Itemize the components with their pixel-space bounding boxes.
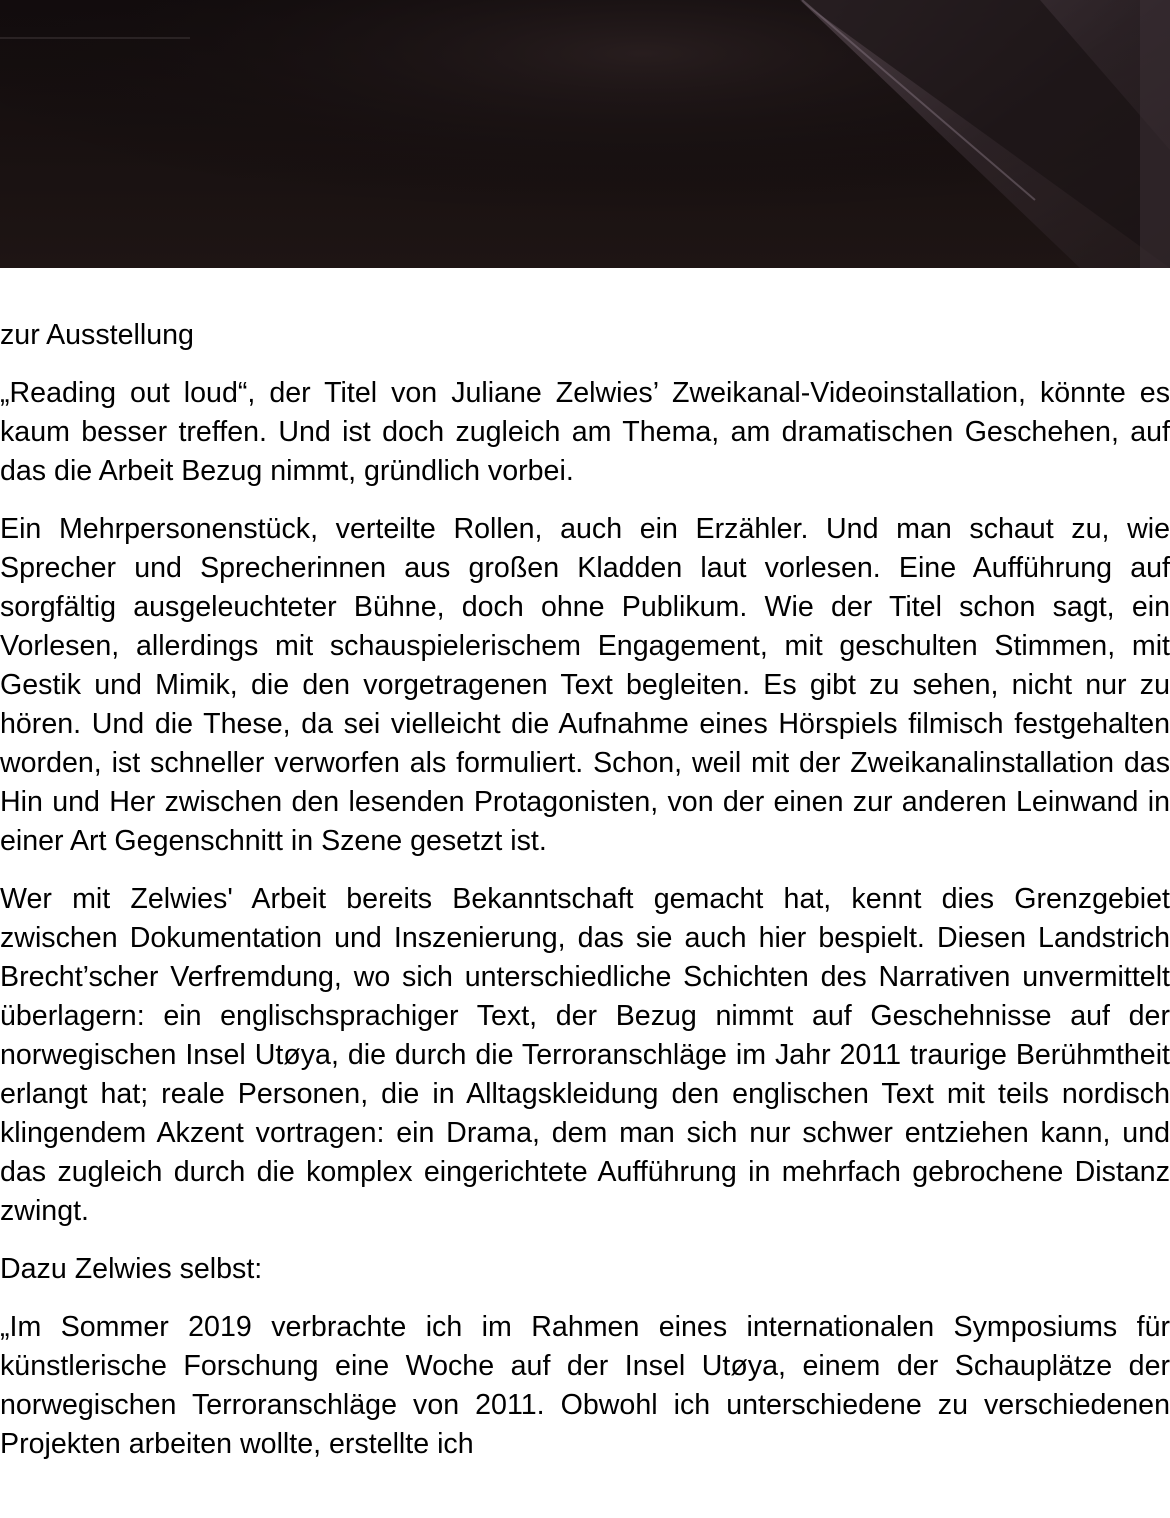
section-label: zur Ausstellung <box>0 319 194 351</box>
article-paragraph: Wer mit Zelwies' Arbeit bereits Bekanntschaft gemacht hat, kennt dies Grenzgebiet zwischen Dokumentation und Inszenierung, das sie auch hier bespielt. Diesen Landstrich Brecht’scher Verfremdung, wo sich unterschiedliche Schichten des Narrativen unvermittelt überlagern: ein englischsprachiger Text, der Bezug nimmt auf Geschehnisse auf der norwegischen Insel Utøya, die durch die Terroranschläge im Jahr 2011 traurige Berühmtheit erlangt hat; reale Personen, die in Alltagskleidung den englischen Text mit teils nordisch klingendem Akzent vortragen: ein Drama, dem man sich nur schwer entziehen kann, und das zugleich durch die komplex eingerichtete Aufführung in mehrfach gebrochene Distanz zwingt. <box>0 883 1170 1227</box>
article-body <box>0 316 1170 1483</box>
exhibition-photo <box>0 0 1170 268</box>
article-paragraph: „Reading out loud“, der Titel von Juliane Zelwies’ Zweikanal-Videoinstallation, könnte es kaum besser treffen. Und ist doch zugleich am Thema, am dramatischen Geschehen, auf das die Arbeit Bezug nimmt, gründlich vorbei. <box>0 377 1170 487</box>
article-paragraph: „Im Sommer 2019 verbrachte ich im Rahmen eines internationalen Symposiums für künstlerische Forschung eine Woche auf der Insel Utøya, einem der Schauplätze der norwegischen Terroranschläge von 2011. Obwohl ich unterschiedene zu verschiedenen Projekten arbeiten wollte, erstellte ich <box>0 1311 1170 1460</box>
article-paragraph: Dazu Zelwies selbst: <box>0 1253 263 1285</box>
exhibition-photo-graphic <box>0 0 1170 268</box>
article-paragraph: Ein Mehrpersonenstück, verteilte Rollen, auch ein Erzähler. Und man schaut zu, wie Sprecher und Sprecherinnen aus großen Kladden laut vorlesen. Eine Aufführung auf sorgfältig ausgeleuchteter Bühne, doch ohne Publikum. Wie der Titel schon sagt, ein Vorlesen, allerdings mit schauspielerischem Engagement, mit geschulten Stimmen, mit Gestik und Mimik, die den vorgetragenen Text begleiten. Es gibt zu sehen, nicht nur zu hören. Und die These, da sei vielleicht die Aufnahme eines Hörspiels filmisch festgehalten worden, ist schneller verworfen als formuliert. Schon, weil mit der Zweikanalinstallation das Hin und Her zwischen den lesenden Protagonisten, von der einen zur anderen Leinwand in einer Art Gegenschnitt in Szene gesetzt ist. <box>0 513 1170 857</box>
